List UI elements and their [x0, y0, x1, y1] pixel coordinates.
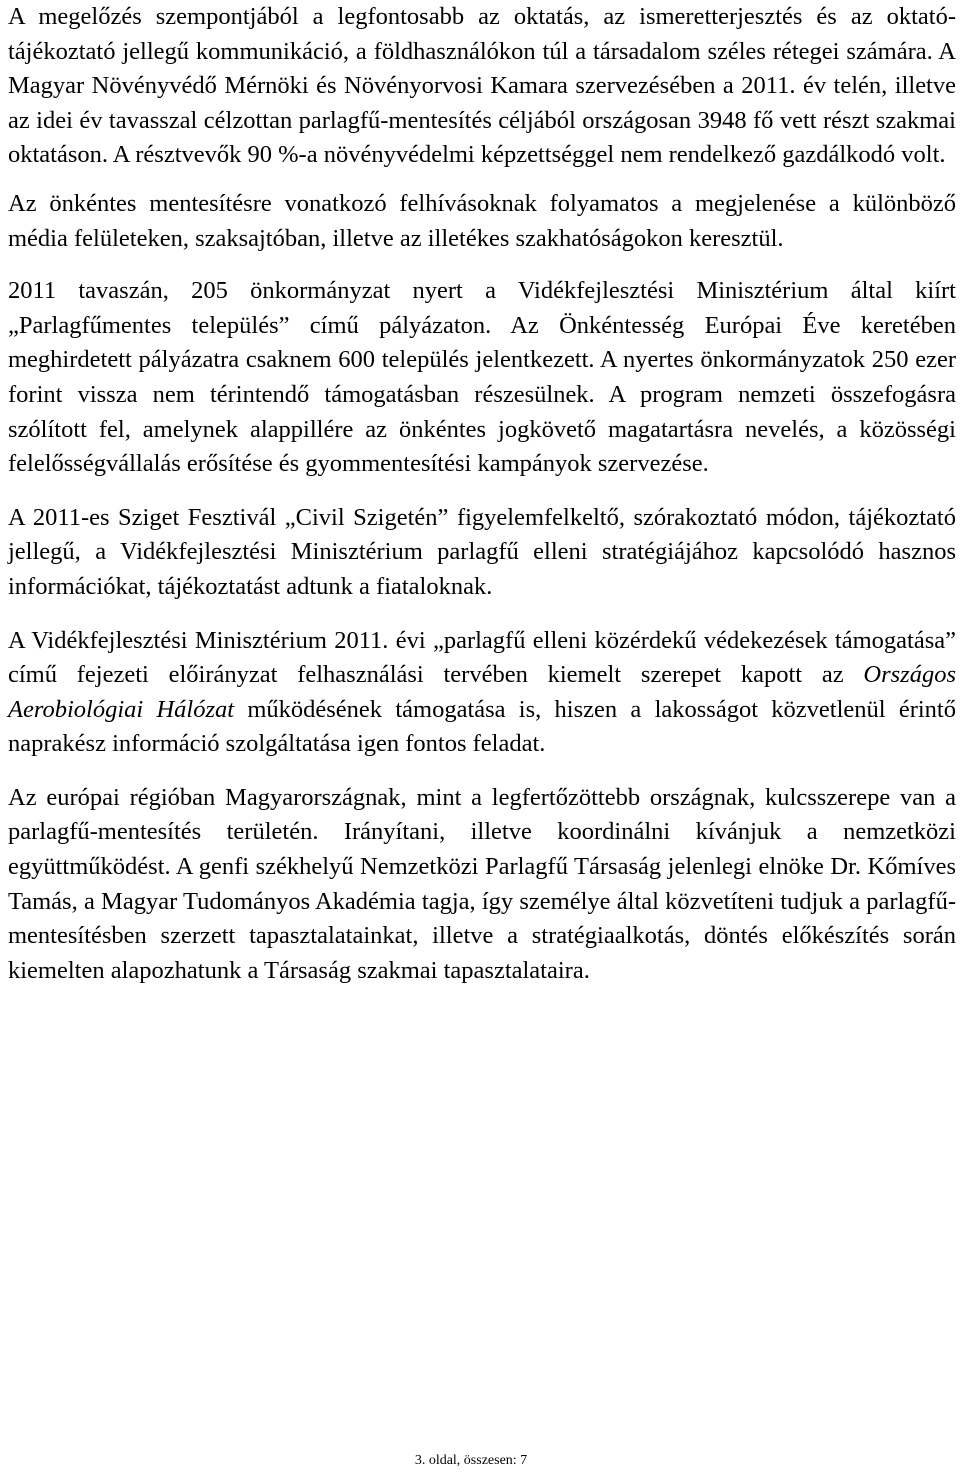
paragraph-aerobiological-network [8, 624, 956, 762]
paragraph-municipal-tender: 2011 tavaszán, 205 önkormányzat nyert a Vidékfejlesztési Minisztérium által kiírt „Parlagfűmentes település” című pályázaton. Az Önkéntesség Európai Éve keretében meghirdetett pályázatra csaknem 600 település jelentkezett. A nyertes önkormányzatok 250 ezer forint vissza nem térintendő támogatásban részesülnek. A program nemzeti összefogásra szólított fel, amelynek alappillére az önkéntes jogkövető magatartásra nevelés, a közösségi felelősségvállalás erősítése és gyommentesítési kampányok szervezése. [8, 277, 956, 478]
paragraph-voluntary-calls: Az önkéntes mentesítésre vonatkozó felhívásoknak folyamatos a megjelenése a különböző média felületeken, szaksajtóban, illetve az illetékes szakhatóságokon keresztül. [8, 189, 956, 252]
paragraph-sziget-festival: A 2011-es Sziget Fesztivál „Civil Szigetén” figyelemfelkeltő, szórakoztató módon, tájékoztató jellegű, a Vidékfejlesztési Minisztérium parlagfű elleni stratégiájához kapcsolódó hasznos információkat, tájékoztatást adtunk a fiataloknak. [8, 503, 956, 600]
paragraph-education: A megelőzés szempontjából a legfontosabb az oktatás, az ismeretterjesztés és az oktató-tájékoztató jellegű kommunikáció, a földhasználókon túl a társadalom széles rétegei számára. A Magyar Növényvédő Mérnöki és Növényorvosi Kamara szervezésében a 2011. év telén, illetve az idei év tavasszal célzottan parlagfű-mentesítés céljából országosan 3948 fő vett részt szakmai oktatáson. A résztvevők 90 %-a növényvédelmi képzettséggel nem rendelkező gazdálkodó volt. [8, 3, 956, 169]
paragraph-text-after: működésének támogatása is, hiszen a lakosságot közvetlenül érintő naprakész információ szolgáltatása igen fontos feladat. [8, 695, 956, 758]
paragraph-international-cooperation: Az európai régióban Magyarországnak, mint a legfertőzöttebb országnak, kulcsszerepe van a parlagfű-mentesítés területén. Irányítani, illetve koordinálni kívánjuk a nemzetközi együttműködést. A genfi székhelyű Nemzetközi Parlagfű Társaság jelenlegi elnöke Dr. Kőmíves Tamás, a Magyar Tudományos Akadémia tagja, így személye által közvetíteni tudjuk a parlagfű-mentesítésben szerzett tapasztalatainkat, illetve a stratégiaalkotás, döntés előkészítés során kiemelten alapozhatunk a Társaság szakmai tapasztalataira. [8, 783, 956, 984]
page-footer [0, 1453, 960, 1469]
network-name-emphasis: Országos Aerobiológiai Hálózat [8, 661, 956, 723]
document-page [8, 0, 956, 988]
paragraph-text-before: A Vidékfejlesztési Minisztérium 2011. évi „parlagfű elleni közérdekű védekezések támogatása” című fejezeti előirányzat felhasználási tervében kiemelt szerepet kapott az [8, 626, 956, 689]
page-number: 3. oldal, összesen: 7 [414, 1453, 528, 1468]
